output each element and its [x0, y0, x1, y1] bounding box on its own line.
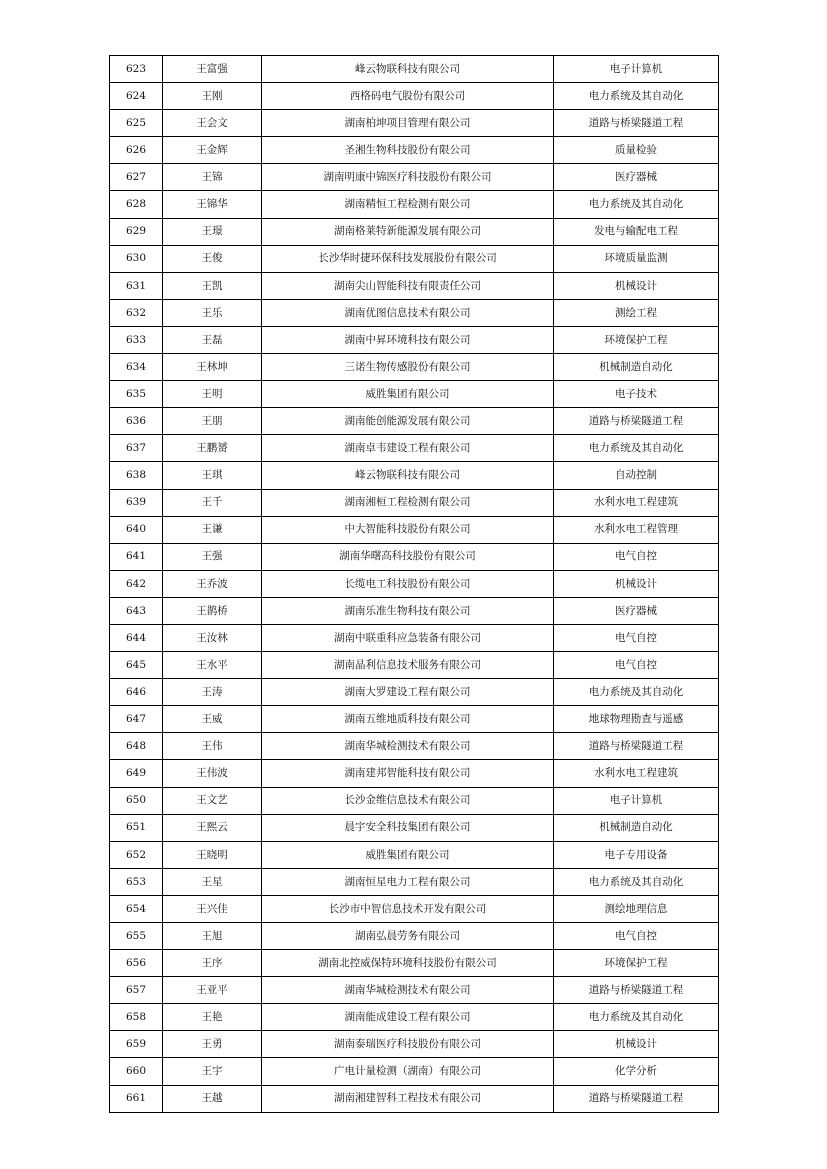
specialty-cell: 电气自控: [554, 652, 719, 679]
row-number-cell: 625: [110, 110, 163, 137]
person-name-cell: 王金辉: [163, 137, 262, 164]
person-name-cell: 王兴佳: [163, 895, 262, 922]
row-number-cell: 650: [110, 787, 163, 814]
row-number-cell: 634: [110, 354, 163, 381]
table-row: [110, 489, 719, 516]
company-name-cell: 湖南恒星电力工程有限公司: [262, 868, 554, 895]
table-row: [110, 760, 719, 787]
table-row: [110, 191, 719, 218]
company-name-cell: 湖南泰瑞医疗科技股份有限公司: [262, 1031, 554, 1058]
table-row: [110, 923, 719, 950]
person-name-cell: 王锦: [163, 164, 262, 191]
row-number-cell: 628: [110, 191, 163, 218]
table-row: [110, 895, 719, 922]
company-name-cell: 广电计量检测（湖南）有限公司: [262, 1058, 554, 1085]
row-number-cell: 651: [110, 814, 163, 841]
specialty-cell: 电子技术: [554, 381, 719, 408]
company-name-cell: 三诺生物传感股份有限公司: [262, 354, 554, 381]
table-row: [110, 516, 719, 543]
person-name-cell: 王晓明: [163, 841, 262, 868]
row-number-cell: 635: [110, 381, 163, 408]
row-number-cell: 657: [110, 977, 163, 1004]
table-row: [110, 110, 719, 137]
specialty-cell: 道路与桥梁隧道工程: [554, 977, 719, 1004]
specialty-cell: 医疗器械: [554, 164, 719, 191]
row-number-cell: 643: [110, 597, 163, 624]
person-name-cell: 王伟波: [163, 760, 262, 787]
table-row: [110, 299, 719, 326]
person-name-cell: 王谦: [163, 516, 262, 543]
company-name-cell: 湖南柏坤项目管理有限公司: [262, 110, 554, 137]
specialty-cell: 电气自控: [554, 923, 719, 950]
table-row: [110, 597, 719, 624]
company-name-cell: 晨宇安全科技集团有限公司: [262, 814, 554, 841]
specialty-cell: 发电与输配电工程: [554, 218, 719, 245]
company-name-cell: 湖南北控威保特环境科技股份有限公司: [262, 950, 554, 977]
row-number-cell: 645: [110, 652, 163, 679]
specialty-cell: 道路与桥梁隧道工程: [554, 1085, 719, 1112]
person-name-cell: 王凯: [163, 272, 262, 299]
person-name-cell: 王亚平: [163, 977, 262, 1004]
row-number-cell: 654: [110, 895, 163, 922]
table-row: [110, 868, 719, 895]
person-name-cell: 王富强: [163, 56, 262, 83]
row-number-cell: 649: [110, 760, 163, 787]
specialty-cell: 机械设计: [554, 1031, 719, 1058]
row-number-cell: 629: [110, 218, 163, 245]
company-name-cell: 湖南华城检测技术有限公司: [262, 977, 554, 1004]
row-number-cell: 661: [110, 1085, 163, 1112]
person-name-cell: 王威: [163, 706, 262, 733]
person-name-cell: 王乐: [163, 299, 262, 326]
table-row: [110, 1004, 719, 1031]
specialty-cell: 道路与桥梁隧道工程: [554, 408, 719, 435]
table-row: [110, 272, 719, 299]
person-name-cell: 王艳: [163, 1004, 262, 1031]
row-number-cell: 660: [110, 1058, 163, 1085]
company-name-cell: 湖南晶利信息技术服务有限公司: [262, 652, 554, 679]
table-row: [110, 1058, 719, 1085]
row-number-cell: 632: [110, 299, 163, 326]
company-name-cell: 峰云物联科技有限公司: [262, 56, 554, 83]
row-number-cell: 653: [110, 868, 163, 895]
person-name-cell: 王旭: [163, 923, 262, 950]
person-name-cell: 王千: [163, 489, 262, 516]
row-number-cell: 636: [110, 408, 163, 435]
person-name-cell: 王朋: [163, 408, 262, 435]
table-row: [110, 706, 719, 733]
person-name-cell: 王乔波: [163, 570, 262, 597]
specialty-cell: 地球物理勘查与遥感: [554, 706, 719, 733]
table-row: [110, 56, 719, 83]
table-row: [110, 733, 719, 760]
person-name-cell: 王磊: [163, 326, 262, 353]
specialty-cell: 水利水电工程管理: [554, 516, 719, 543]
specialty-cell: 电力系统及其自动化: [554, 868, 719, 895]
person-name-cell: 王汝林: [163, 624, 262, 651]
table-row: [110, 83, 719, 110]
person-name-cell: 王璟: [163, 218, 262, 245]
specialty-cell: 环境质量监测: [554, 245, 719, 272]
specialty-cell: 环境保护工程: [554, 326, 719, 353]
table-row: [110, 570, 719, 597]
table-row: [110, 624, 719, 651]
person-name-cell: 王明: [163, 381, 262, 408]
roster-table: [109, 55, 719, 1113]
company-name-cell: 长缆电工科技股份有限公司: [262, 570, 554, 597]
person-name-cell: 王涛: [163, 679, 262, 706]
row-number-cell: 627: [110, 164, 163, 191]
specialty-cell: 电力系统及其自动化: [554, 679, 719, 706]
person-name-cell: 王鹊桥: [163, 597, 262, 624]
row-number-cell: 656: [110, 950, 163, 977]
company-name-cell: 湖南优图信息技术有限公司: [262, 299, 554, 326]
person-name-cell: 王越: [163, 1085, 262, 1112]
company-name-cell: 湖南大罗建设工程有限公司: [262, 679, 554, 706]
specialty-cell: 机械制造自动化: [554, 354, 719, 381]
row-number-cell: 640: [110, 516, 163, 543]
specialty-cell: 电力系统及其自动化: [554, 191, 719, 218]
person-name-cell: 王序: [163, 950, 262, 977]
company-name-cell: 湖南卓韦建设工程有限公司: [262, 435, 554, 462]
table-row: [110, 435, 719, 462]
company-name-cell: 湖南弘晨劳务有限公司: [262, 923, 554, 950]
specialty-cell: 电气自控: [554, 543, 719, 570]
person-name-cell: 王锦华: [163, 191, 262, 218]
table-row: [110, 543, 719, 570]
row-number-cell: 626: [110, 137, 163, 164]
row-number-cell: 644: [110, 624, 163, 651]
person-name-cell: 王刚: [163, 83, 262, 110]
row-number-cell: 641: [110, 543, 163, 570]
table-row: [110, 137, 719, 164]
table-row: [110, 977, 719, 1004]
table-row: [110, 814, 719, 841]
table-row: [110, 408, 719, 435]
row-number-cell: 659: [110, 1031, 163, 1058]
company-name-cell: 峰云物联科技有限公司: [262, 462, 554, 489]
row-number-cell: 646: [110, 679, 163, 706]
company-name-cell: 湖南尖山智能科技有限责任公司: [262, 272, 554, 299]
row-number-cell: 658: [110, 1004, 163, 1031]
specialty-cell: 电子计算机: [554, 56, 719, 83]
specialty-cell: 道路与桥梁隧道工程: [554, 733, 719, 760]
row-number-cell: 631: [110, 272, 163, 299]
company-name-cell: 湖南能创能源发展有限公司: [262, 408, 554, 435]
table-row: [110, 326, 719, 353]
company-name-cell: 湖南华曙高科技股份有限公司: [262, 543, 554, 570]
row-number-cell: 655: [110, 923, 163, 950]
table-row: [110, 1085, 719, 1112]
specialty-cell: 电力系统及其自动化: [554, 83, 719, 110]
company-name-cell: 湖南湘桓工程检测有限公司: [262, 489, 554, 516]
specialty-cell: 自动控制: [554, 462, 719, 489]
row-number-cell: 642: [110, 570, 163, 597]
table-row: [110, 1031, 719, 1058]
specialty-cell: 电力系统及其自动化: [554, 435, 719, 462]
company-name-cell: 长沙金维信息技术有限公司: [262, 787, 554, 814]
person-name-cell: 王文艺: [163, 787, 262, 814]
person-name-cell: 王星: [163, 868, 262, 895]
person-name-cell: 王伟: [163, 733, 262, 760]
company-name-cell: 湖南精恒工程检测有限公司: [262, 191, 554, 218]
row-number-cell: 623: [110, 56, 163, 83]
row-number-cell: 648: [110, 733, 163, 760]
row-number-cell: 637: [110, 435, 163, 462]
specialty-cell: 医疗器械: [554, 597, 719, 624]
row-number-cell: 630: [110, 245, 163, 272]
company-name-cell: 湖南格莱特新能源发展有限公司: [262, 218, 554, 245]
specialty-cell: 测绘工程: [554, 299, 719, 326]
row-number-cell: 652: [110, 841, 163, 868]
table-row: [110, 381, 719, 408]
company-name-cell: 长沙市中智信息技术开发有限公司: [262, 895, 554, 922]
person-name-cell: 王熙云: [163, 814, 262, 841]
company-name-cell: 湖南中昇环境科技有限公司: [262, 326, 554, 353]
company-name-cell: 湖南湘建智科工程技术有限公司: [262, 1085, 554, 1112]
company-name-cell: 湖南中联重科应急装备有限公司: [262, 624, 554, 651]
table-row: [110, 950, 719, 977]
person-name-cell: 王俊: [163, 245, 262, 272]
person-name-cell: 王琪: [163, 462, 262, 489]
table-row: [110, 787, 719, 814]
specialty-cell: 道路与桥梁隧道工程: [554, 110, 719, 137]
table-row: [110, 462, 719, 489]
company-name-cell: 长沙华时捷环保科技发展股份有限公司: [262, 245, 554, 272]
company-name-cell: 威胜集团有限公司: [262, 841, 554, 868]
specialty-cell: 电力系统及其自动化: [554, 1004, 719, 1031]
company-name-cell: 西格码电气股份有限公司: [262, 83, 554, 110]
table-row: [110, 652, 719, 679]
table-row: [110, 354, 719, 381]
row-number-cell: 624: [110, 83, 163, 110]
person-name-cell: 王强: [163, 543, 262, 570]
person-name-cell: 王鹏赟: [163, 435, 262, 462]
table-row: [110, 841, 719, 868]
specialty-cell: 机械设计: [554, 570, 719, 597]
person-name-cell: 王林坤: [163, 354, 262, 381]
table-row: [110, 245, 719, 272]
row-number-cell: 647: [110, 706, 163, 733]
specialty-cell: 水利水电工程建筑: [554, 760, 719, 787]
table-row: [110, 164, 719, 191]
specialty-cell: 电气自控: [554, 624, 719, 651]
specialty-cell: 质量检验: [554, 137, 719, 164]
company-name-cell: 湖南建邦智能科技有限公司: [262, 760, 554, 787]
specialty-cell: 环境保护工程: [554, 950, 719, 977]
company-name-cell: 湖南华城检测技术有限公司: [262, 733, 554, 760]
specialty-cell: 化学分析: [554, 1058, 719, 1085]
company-name-cell: 中大智能科技股份有限公司: [262, 516, 554, 543]
specialty-cell: 机械制造自动化: [554, 814, 719, 841]
company-name-cell: 湖南乐准生物科技有限公司: [262, 597, 554, 624]
row-number-cell: 633: [110, 326, 163, 353]
table-row: [110, 679, 719, 706]
specialty-cell: 电子专用设备: [554, 841, 719, 868]
company-name-cell: 湖南五维地质科技有限公司: [262, 706, 554, 733]
specialty-cell: 水利水电工程建筑: [554, 489, 719, 516]
company-name-cell: 湖南明康中锦医疗科技股份有限公司: [262, 164, 554, 191]
person-name-cell: 王会文: [163, 110, 262, 137]
roster-table-body: [110, 56, 719, 1113]
row-number-cell: 638: [110, 462, 163, 489]
company-name-cell: 威胜集团有限公司: [262, 381, 554, 408]
company-name-cell: 圣湘生物科技股份有限公司: [262, 137, 554, 164]
specialty-cell: 电子计算机: [554, 787, 719, 814]
company-name-cell: 湖南能成建设工程有限公司: [262, 1004, 554, 1031]
person-name-cell: 王宇: [163, 1058, 262, 1085]
person-name-cell: 王水平: [163, 652, 262, 679]
specialty-cell: 测绘地理信息: [554, 895, 719, 922]
person-name-cell: 王勇: [163, 1031, 262, 1058]
specialty-cell: 机械设计: [554, 272, 719, 299]
table-row: [110, 218, 719, 245]
row-number-cell: 639: [110, 489, 163, 516]
